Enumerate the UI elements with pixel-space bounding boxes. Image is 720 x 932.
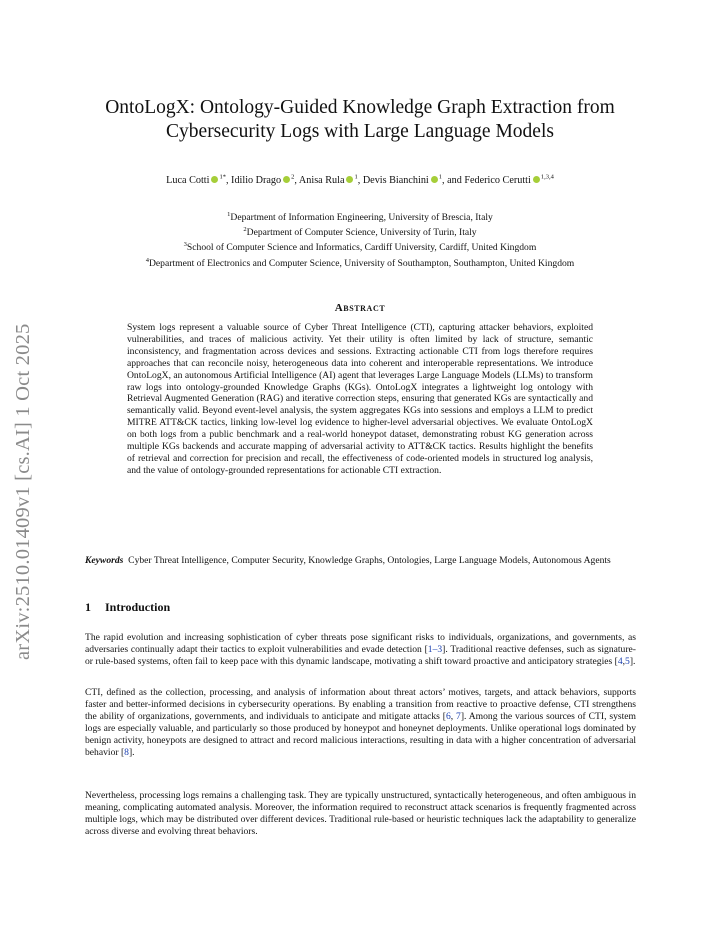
title-line-2: Cybersecurity Logs with Large Language Models	[166, 121, 554, 142]
abstract-text: System logs represent a valuable source of Cyber Threat Intelligence (CTI), capturing attacker behaviors, exploited vulnerabilities, and traces of malicious activity. Yet their utility is often limited by lack of structure, semantic inconsistency, and fragmentation across devices and sessions. Extracting actionable CTI from logs therefore requires approaches that can reconcile noisy, heterogeneous data into coherent and interoperable representations. We introduce OntoLogX, an autonomous Artificial Intelligence (AI) agent that leverages Large Language Models (LLMs) to transform raw logs into ontology-grounded Knowledge Graphs (KGs). OntoLogX integrates a lightweight log ontology with Retrieval Augmented Generation (RAG) and iterative correction steps, ensuring that generated KGs are syntactically and semantically valid. Beyond event-level analysis, the system aggregates KGs into sessions and employs a LLM to predict MITRE ATT&CK tactics, linking low-level log evidence to higher-level adversarial objectives. We evaluate OntoLogX on both logs from a public benchmark and a real-world honeypot dataset, demonstrating robust KG generation across multiple KGs backends and accurate mapping of adversarial activity to ATT&CK tactics. Results highlight the benefits of retrieval and correction for precision and recall, the effectiveness of code-oriented models in structured log analysis, and the value of ontology-grounded representations for actionable CTI extraction.	[127, 322, 593, 476]
affiliation: $^1$Department of Information Engineering, University of Brescia, Italy	[227, 211, 493, 224]
citation-link[interactable]: 4	[617, 655, 623, 667]
intro-paragraph-1: The rapid evolution and increasing sophistication of cyber threats pose significant risks to individuals, organizations, and governments, as adversaries continually adapt their tactics to exploit vulnerabilities and evade detection [1–3]. Traditional reactive defenses, such as signature- or rule-based systems, often fail to keep pace with this dynamic landscape, motivating a shift toward proactive and anticipatory strategies [4,5].	[85, 632, 636, 667]
author: Anisa Rula $^1$,	[298, 174, 363, 187]
author: Luca Cotti $^{1*}$,	[166, 174, 232, 187]
abstract-heading: Abstract	[334, 302, 386, 314]
section-number: 1	[85, 600, 91, 614]
orcid-icon[interactable]	[431, 176, 438, 183]
author: Devis Bianchini $^1$, and	[362, 174, 465, 187]
intro-paragraph-3: Nevertheless, processing logs remains a challenging task. They are typically unstructured, syntactically heterogeneous, and often ambiguous in meaning, complicating automated analysis. Moreover, the information required to reconstruct attack scenarios is frequently fragmented across multiple logs, which may be distributed over different devices. Traditional rule-based or heuristic techniques lack the adaptability to generalize across diverse and evolving threat behaviors.	[85, 790, 636, 837]
orcid-icon[interactable]	[211, 176, 218, 183]
orcid-icon[interactable]	[283, 176, 290, 183]
section-heading-introduction	[85, 600, 170, 615]
keywords-label: Keywords	[85, 555, 124, 566]
citation-link[interactable]: 5	[625, 655, 630, 667]
affiliations	[60, 209, 660, 270]
author: Federico Cerutti $^{1,3,4}$	[464, 174, 554, 187]
paper-title	[60, 96, 660, 144]
citation-link[interactable]: 6	[445, 710, 451, 722]
section-title: Introduction	[105, 600, 171, 614]
affiliation: $^2$Department of Computer Science, University of Turin, Italy	[243, 226, 477, 239]
citation-link[interactable]: 1–3	[427, 643, 443, 655]
affiliation: $^4$Department of Electronics and Computer Science, University of Southampton, Southampton, United Kingdom	[145, 256, 575, 269]
author: Idilio Drago $^2$,	[231, 174, 299, 187]
keywords	[85, 555, 636, 567]
citation-link[interactable]: 8	[124, 746, 129, 758]
intro-paragraph-2: CTI, defined as the collection, processing, and analysis of information about threat actors’ motives, targets, and attack behaviors, supports faster and better-informed decisions in cybersecurity operations. By enabling a transition from reactive to proactive defense, CTI strengthens the ability of organizations, governments, and individuals to anticipate and mitigate attacks [6, 7]. Among the various sources of CTI, system logs are especially valuable, and particularly so those produced by honeypot and honeynet deployments. Unlike operational logs dominated by benign activity, honeypots are designed to attract and record malicious interactions, resulting in data with a higher concentration of adversarial behavior [8].	[85, 687, 637, 758]
affiliation: $^3$School of Computer Science and Informatics, Cardiff University, Cardiff, United Kingdom	[183, 241, 537, 254]
citation-link[interactable]: 7	[456, 710, 461, 722]
orcid-icon[interactable]	[346, 176, 353, 183]
title-line-1: OntoLogX: Ontology-Guided Knowledge Graph Extraction from	[105, 97, 615, 118]
orcid-icon[interactable]	[533, 176, 540, 183]
keywords-text: Cyber Threat Intelligence, Computer Security, Knowledge Graphs, Ontologies, Large Language Models, Autonomous Agents	[128, 555, 611, 566]
author-list	[60, 174, 660, 186]
arxiv-identifier: arXiv:2510.01409v1 [cs.AI] 1 Oct 2025	[12, 323, 34, 660]
